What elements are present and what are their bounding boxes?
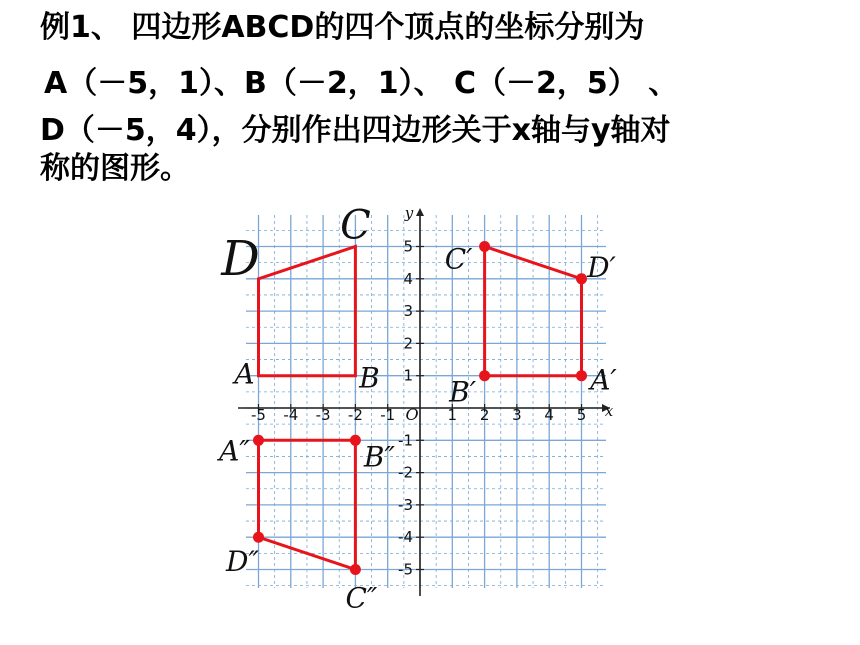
y-tick-label: 1 [403,366,413,385]
problem-line-4: 称的图形。 [40,151,190,186]
problem-line-2: A（－5，1）、B（－2，1）、 C（－2，5） 、 [44,66,679,101]
vertex-dot [576,273,587,284]
x-tick-label: 3 [512,406,522,424]
vertex-label: B [359,361,380,395]
vertex-label: A″ [219,434,250,468]
vertex-label: C [340,202,371,249]
vertex-label: D′ [587,250,616,284]
y-tick-label: -1 [398,431,413,450]
vertex-label: C″ [345,581,378,615]
x-tick-label: -2 [347,406,363,424]
vertex-label: D [221,230,260,287]
vertex-dot [479,370,490,381]
y-tick-label: -4 [398,528,413,547]
x-tick-label: -3 [315,406,331,424]
x-tick-label: 5 [576,406,587,424]
y-axis-label: y [404,204,414,222]
x-axis-label: x [604,402,614,420]
x-tick-label: -1 [380,406,396,424]
vertex-dot [350,435,361,446]
y-tick-label: 3 [403,302,413,321]
problem-line-1: 例1、 四边形ABCD的四个顶点的坐标分别为 [40,10,645,45]
vertex-label: A [234,357,255,391]
vertex-dot [576,370,587,381]
y-tick-label: 2 [403,334,413,353]
vertex-label: A′ [590,363,617,397]
vertex-label: D″ [226,545,259,579]
y-tick-label: -5 [398,560,413,579]
y-tick-label: 4 [403,269,413,288]
x-tick-label: 2 [479,406,490,424]
y-tick-label: -3 [398,495,413,514]
x-tick-label: 1 [447,406,458,424]
vertex-dot [479,241,490,252]
vertex-dot [253,532,264,543]
grid [246,215,606,588]
problem-line-3: D（－5，4），分别作出四边形关于x轴与y轴对 [40,113,671,148]
origin-label: O [405,405,419,424]
x-tick-label: -4 [283,406,299,424]
x-tick-label: 4 [544,406,554,424]
y-tick-label: -2 [398,463,413,482]
vertex-dot [253,435,264,446]
vertex-label: C′ [444,242,473,276]
vertex-label: B′ [449,375,477,409]
y-tick-label: 5 [403,237,413,256]
y-axis-arrow [416,208,424,216]
x-tick-label: -5 [251,406,266,424]
vertex-label: B″ [363,440,395,474]
vertex-dot [350,564,361,575]
